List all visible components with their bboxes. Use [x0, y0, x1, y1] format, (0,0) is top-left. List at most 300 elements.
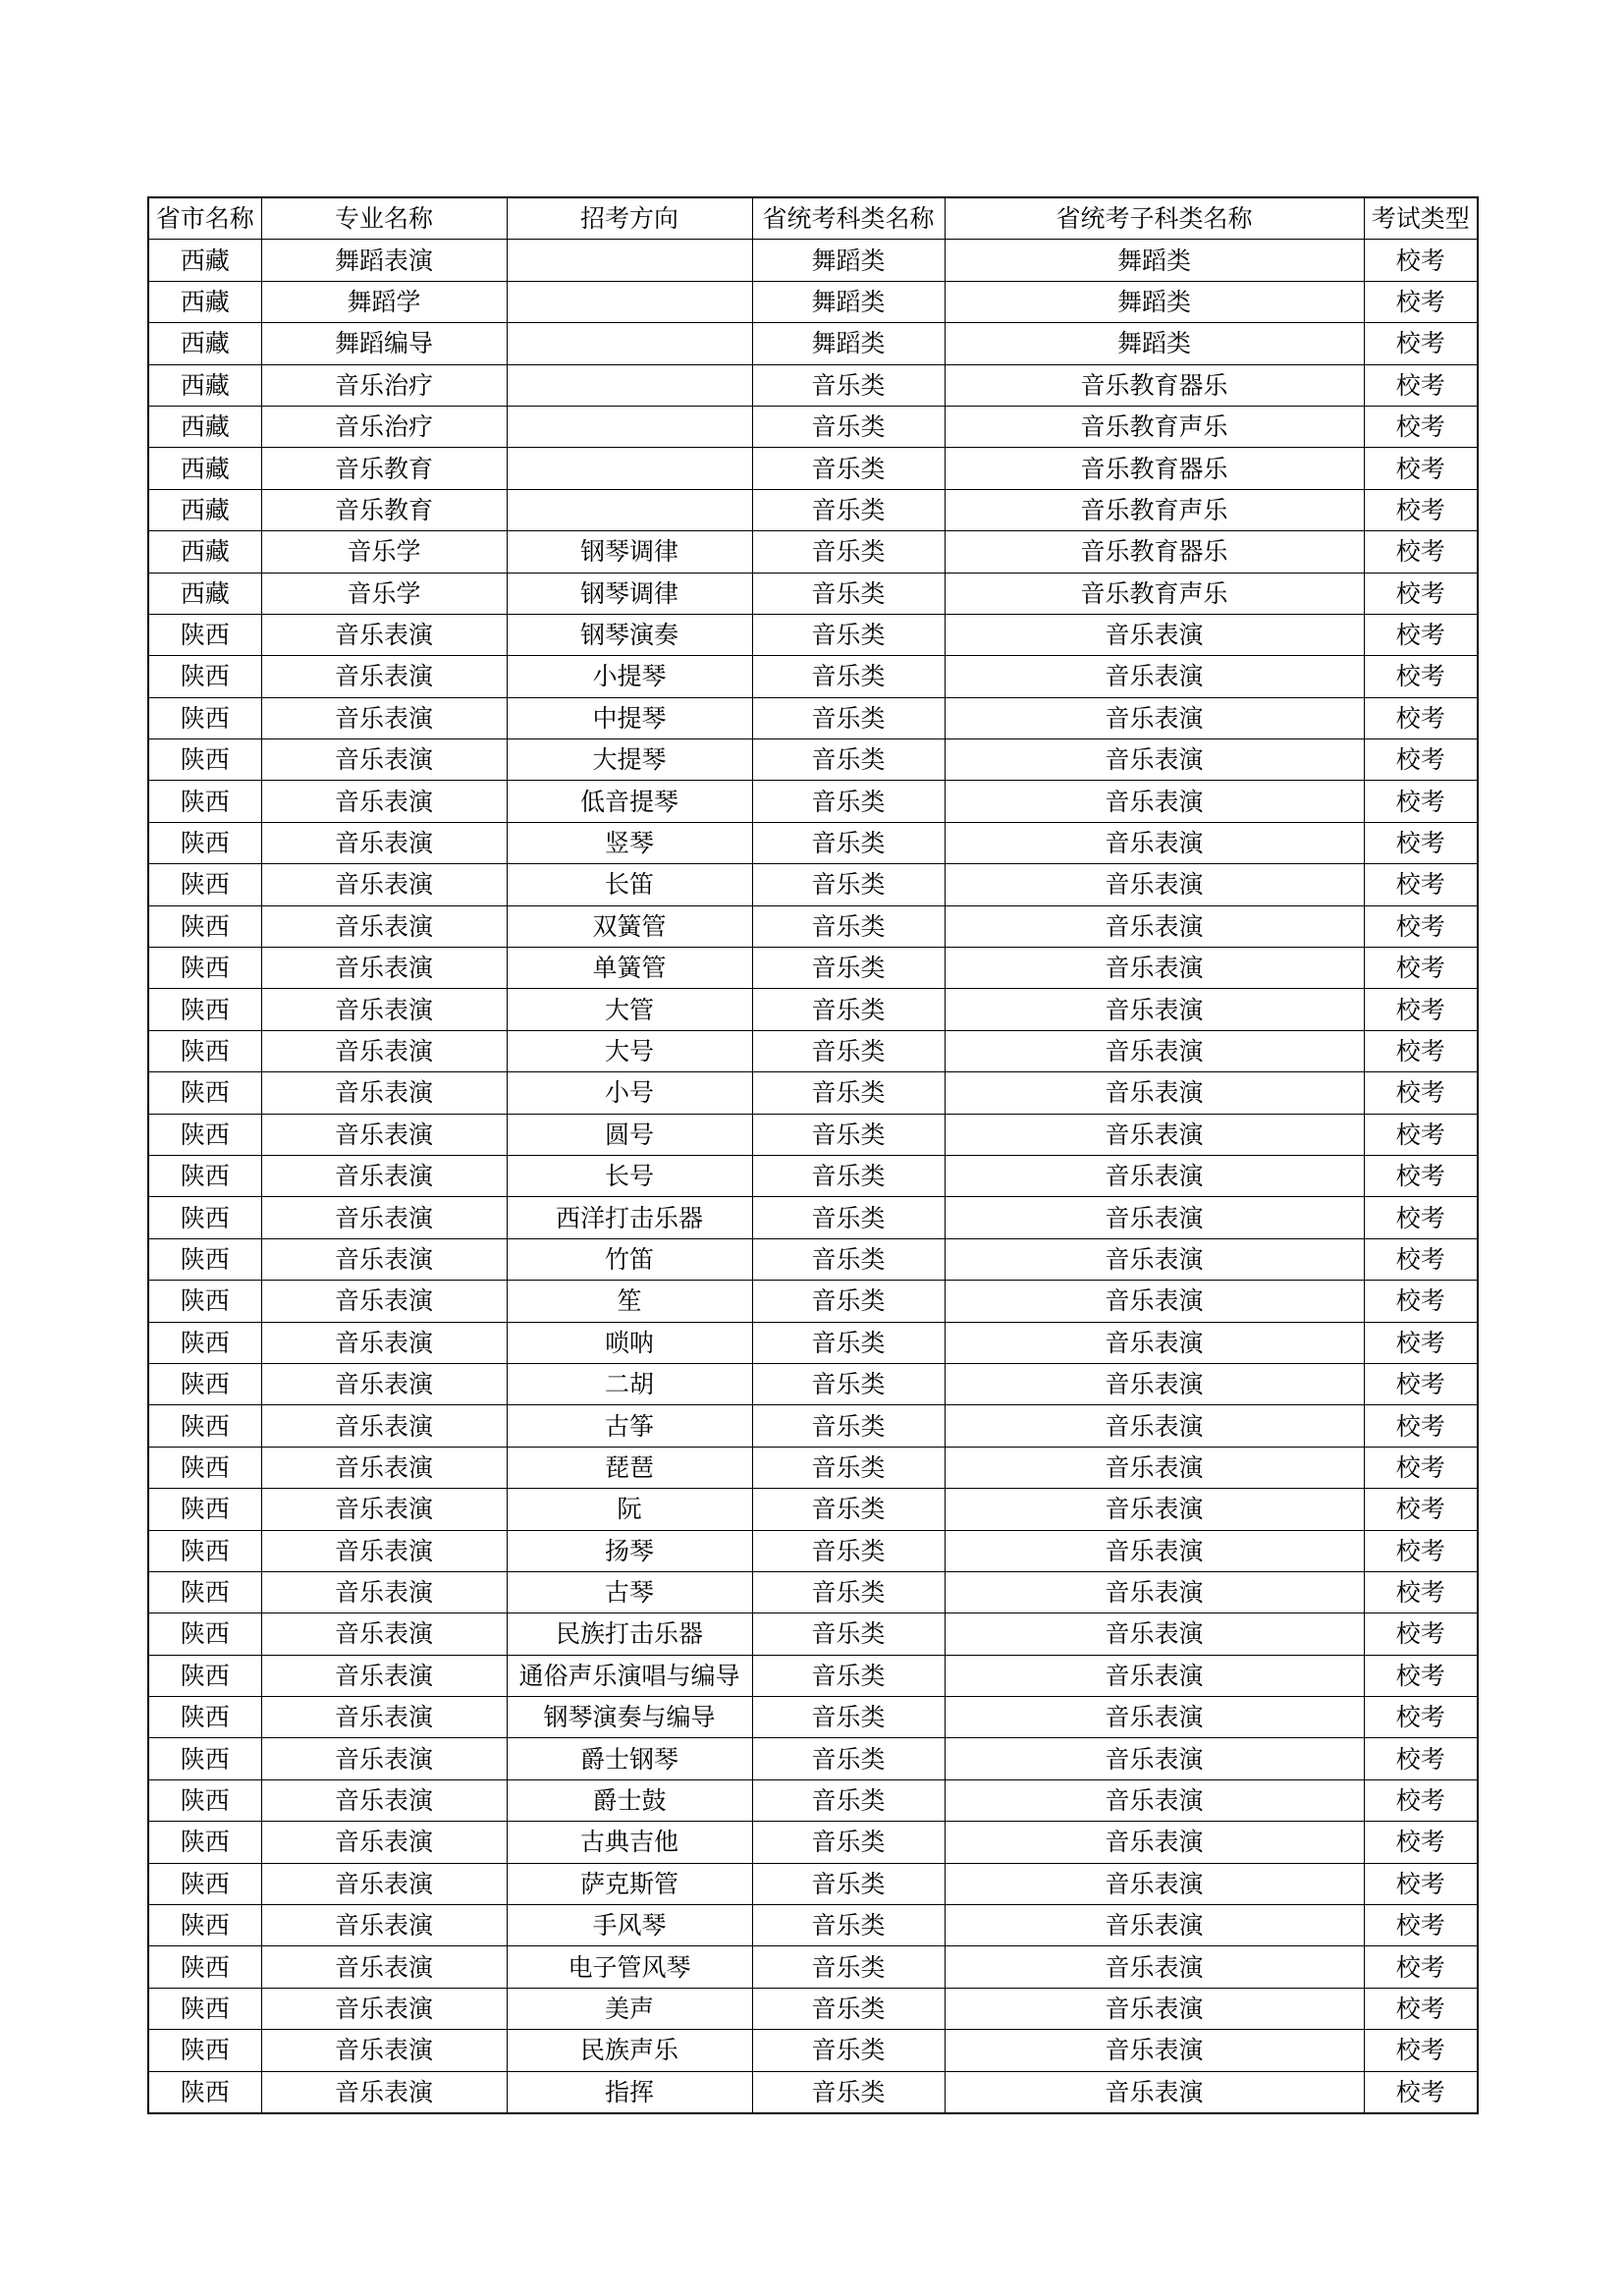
cell-direction — [507, 281, 752, 322]
table-row — [148, 1447, 1478, 1488]
cell-subcategory: 音乐表演 — [945, 1489, 1364, 1530]
cell-exam-type: 校考 — [1364, 323, 1478, 364]
cell-major: 音乐表演 — [261, 1405, 507, 1447]
cell-category: 音乐类 — [752, 2071, 945, 2113]
table-row — [148, 1405, 1478, 1447]
cell-category: 音乐类 — [752, 1571, 945, 1613]
cell-category: 音乐类 — [752, 1988, 945, 2029]
cell-direction — [507, 323, 752, 364]
cell-major: 音乐表演 — [261, 1489, 507, 1530]
cell-province: 陕西 — [148, 948, 261, 989]
cell-province: 陕西 — [148, 1447, 261, 1488]
cell-exam-type: 校考 — [1364, 1072, 1478, 1114]
table-row — [148, 1030, 1478, 1071]
cell-subcategory: 音乐表演 — [945, 1863, 1364, 1904]
cell-province: 陕西 — [148, 1155, 261, 1196]
cell-category: 音乐类 — [752, 1030, 945, 1071]
header-exam-type: 考试类型 — [1364, 197, 1478, 240]
cell-category: 音乐类 — [752, 1697, 945, 1738]
cell-province: 陕西 — [148, 1697, 261, 1738]
cell-subcategory: 舞蹈类 — [945, 323, 1364, 364]
cell-subcategory: 音乐表演 — [945, 948, 1364, 989]
cell-category: 音乐类 — [752, 1613, 945, 1655]
cell-major: 音乐表演 — [261, 1197, 507, 1238]
table-row — [148, 1322, 1478, 1363]
cell-direction: 琵琶 — [507, 1447, 752, 1488]
cell-exam-type: 校考 — [1364, 1322, 1478, 1363]
cell-category: 舞蹈类 — [752, 281, 945, 322]
cell-province: 陕西 — [148, 1363, 261, 1404]
cell-direction: 古筝 — [507, 1405, 752, 1447]
cell-category: 音乐类 — [752, 1447, 945, 1488]
cell-province: 陕西 — [148, 1489, 261, 1530]
cell-category: 音乐类 — [752, 1197, 945, 1238]
cell-category: 音乐类 — [752, 1489, 945, 1530]
cell-exam-type: 校考 — [1364, 1655, 1478, 1696]
cell-province: 西藏 — [148, 448, 261, 489]
cell-major: 音乐表演 — [261, 1738, 507, 1779]
cell-category: 音乐类 — [752, 1155, 945, 1196]
cell-exam-type: 校考 — [1364, 1779, 1478, 1821]
cell-exam-type: 校考 — [1364, 240, 1478, 281]
cell-subcategory: 音乐表演 — [945, 1738, 1364, 1779]
cell-direction: 民族打击乐器 — [507, 1613, 752, 1655]
cell-major: 舞蹈表演 — [261, 240, 507, 281]
cell-exam-type: 校考 — [1364, 1447, 1478, 1488]
cell-exam-type: 校考 — [1364, 364, 1478, 406]
cell-category: 音乐类 — [752, 948, 945, 989]
cell-subcategory: 音乐表演 — [945, 1155, 1364, 1196]
cell-major: 音乐治疗 — [261, 406, 507, 447]
cell-exam-type: 校考 — [1364, 697, 1478, 738]
cell-subcategory: 音乐表演 — [945, 1655, 1364, 1696]
cell-category: 音乐类 — [752, 864, 945, 905]
header-direction: 招考方向 — [507, 197, 752, 240]
table-row — [148, 739, 1478, 781]
cell-province: 陕西 — [148, 822, 261, 863]
cell-province: 陕西 — [148, 1238, 261, 1280]
cell-exam-type: 校考 — [1364, 1155, 1478, 1196]
cell-subcategory: 音乐表演 — [945, 1822, 1364, 1863]
cell-direction: 手风琴 — [507, 1905, 752, 1946]
table-row — [148, 1779, 1478, 1821]
cell-exam-type: 校考 — [1364, 2030, 1478, 2071]
table-row — [148, 1905, 1478, 1946]
cell-category: 音乐类 — [752, 406, 945, 447]
cell-direction: 钢琴调律 — [507, 573, 752, 614]
cell-subcategory: 音乐表演 — [945, 1571, 1364, 1613]
table-row — [148, 1738, 1478, 1779]
table-row — [148, 1571, 1478, 1613]
cell-major: 音乐表演 — [261, 948, 507, 989]
cell-direction: 通俗声乐演唱与编导 — [507, 1655, 752, 1696]
cell-subcategory: 音乐表演 — [945, 822, 1364, 863]
cell-major: 音乐表演 — [261, 1238, 507, 1280]
table-row — [148, 364, 1478, 406]
cell-subcategory: 音乐教育声乐 — [945, 573, 1364, 614]
cell-direction: 唢呐 — [507, 1322, 752, 1363]
cell-exam-type: 校考 — [1364, 948, 1478, 989]
cell-province: 陕西 — [148, 1613, 261, 1655]
cell-major: 音乐表演 — [261, 1822, 507, 1863]
cell-exam-type: 校考 — [1364, 406, 1478, 447]
cell-major: 音乐表演 — [261, 739, 507, 781]
cell-exam-type: 校考 — [1364, 656, 1478, 697]
table-row — [148, 905, 1478, 947]
cell-direction: 扬琴 — [507, 1530, 752, 1571]
cell-direction: 竹笛 — [507, 1238, 752, 1280]
cell-exam-type: 校考 — [1364, 1863, 1478, 1904]
cell-province: 西藏 — [148, 281, 261, 322]
cell-major: 音乐表演 — [261, 1114, 507, 1155]
cell-exam-type: 校考 — [1364, 1697, 1478, 1738]
cell-province: 陕西 — [148, 1114, 261, 1155]
cell-exam-type: 校考 — [1364, 864, 1478, 905]
header-province: 省市名称 — [148, 197, 261, 240]
cell-category: 音乐类 — [752, 1072, 945, 1114]
cell-category: 音乐类 — [752, 1530, 945, 1571]
cell-category: 音乐类 — [752, 573, 945, 614]
cell-subcategory: 音乐表演 — [945, 1530, 1364, 1571]
cell-category: 音乐类 — [752, 1322, 945, 1363]
cell-province: 陕西 — [148, 1030, 261, 1071]
table-row — [148, 1489, 1478, 1530]
table-row — [148, 1363, 1478, 1404]
table-row — [148, 1238, 1478, 1280]
cell-direction: 二胡 — [507, 1363, 752, 1404]
cell-subcategory: 音乐表演 — [945, 864, 1364, 905]
cell-direction: 长笛 — [507, 864, 752, 905]
cell-category: 音乐类 — [752, 781, 945, 822]
table-header-row — [148, 197, 1478, 240]
cell-exam-type: 校考 — [1364, 1489, 1478, 1530]
cell-direction — [507, 364, 752, 406]
cell-subcategory: 音乐表演 — [945, 1988, 1364, 2029]
cell-major: 音乐表演 — [261, 1779, 507, 1821]
cell-major: 音乐表演 — [261, 822, 507, 863]
table-row — [148, 323, 1478, 364]
cell-major: 音乐表演 — [261, 2030, 507, 2071]
cell-direction: 大管 — [507, 989, 752, 1030]
cell-province: 陕西 — [148, 739, 261, 781]
cell-direction: 爵士鼓 — [507, 1779, 752, 1821]
cell-direction: 阮 — [507, 1489, 752, 1530]
cell-subcategory: 音乐表演 — [945, 1114, 1364, 1155]
table-row — [148, 1530, 1478, 1571]
cell-province: 陕西 — [148, 1822, 261, 1863]
cell-exam-type: 校考 — [1364, 2071, 1478, 2113]
cell-category: 音乐类 — [752, 1779, 945, 1821]
cell-category: 音乐类 — [752, 905, 945, 947]
cell-subcategory: 音乐表演 — [945, 905, 1364, 947]
table-row — [148, 1114, 1478, 1155]
table-row — [148, 240, 1478, 281]
cell-subcategory: 音乐表演 — [945, 1405, 1364, 1447]
cell-exam-type: 校考 — [1364, 989, 1478, 1030]
cell-category: 音乐类 — [752, 656, 945, 697]
header-category: 省统考科类名称 — [752, 197, 945, 240]
cell-subcategory: 音乐教育器乐 — [945, 364, 1364, 406]
cell-province: 陕西 — [148, 1863, 261, 1904]
table-row — [148, 1946, 1478, 1988]
cell-province: 陕西 — [148, 1988, 261, 2029]
cell-subcategory: 音乐表演 — [945, 1030, 1364, 1071]
cell-direction: 指挥 — [507, 2071, 752, 2113]
cell-category: 音乐类 — [752, 1238, 945, 1280]
cell-subcategory: 音乐表演 — [945, 1238, 1364, 1280]
table-body — [148, 240, 1478, 2113]
cell-direction — [507, 489, 752, 530]
cell-major: 音乐表演 — [261, 1281, 507, 1322]
cell-category: 音乐类 — [752, 1863, 945, 1904]
cell-category: 音乐类 — [752, 489, 945, 530]
cell-subcategory: 音乐表演 — [945, 1447, 1364, 1488]
cell-category: 音乐类 — [752, 448, 945, 489]
cell-exam-type: 校考 — [1364, 614, 1478, 655]
cell-exam-type: 校考 — [1364, 573, 1478, 614]
cell-exam-type: 校考 — [1364, 1530, 1478, 1571]
cell-exam-type: 校考 — [1364, 822, 1478, 863]
cell-exam-type: 校考 — [1364, 1822, 1478, 1863]
header-subcategory: 省统考子科类名称 — [945, 197, 1364, 240]
cell-major: 音乐表演 — [261, 1030, 507, 1071]
cell-major: 音乐表演 — [261, 1530, 507, 1571]
cell-subcategory: 音乐表演 — [945, 1072, 1364, 1114]
cell-subcategory: 音乐表演 — [945, 1946, 1364, 1988]
cell-subcategory: 音乐教育器乐 — [945, 448, 1364, 489]
cell-direction: 古典吉他 — [507, 1822, 752, 1863]
cell-subcategory: 音乐表演 — [945, 614, 1364, 655]
cell-direction: 竖琴 — [507, 822, 752, 863]
cell-subcategory: 音乐表演 — [945, 1905, 1364, 1946]
cell-province: 西藏 — [148, 489, 261, 530]
cell-province: 陕西 — [148, 1738, 261, 1779]
cell-exam-type: 校考 — [1364, 1030, 1478, 1071]
cell-direction: 民族声乐 — [507, 2030, 752, 2071]
cell-province: 陕西 — [148, 1571, 261, 1613]
cell-exam-type: 校考 — [1364, 1613, 1478, 1655]
cell-direction: 大提琴 — [507, 739, 752, 781]
cell-category: 音乐类 — [752, 697, 945, 738]
table-row — [148, 781, 1478, 822]
cell-major: 音乐治疗 — [261, 364, 507, 406]
cell-direction: 圆号 — [507, 1114, 752, 1155]
cell-direction: 笙 — [507, 1281, 752, 1322]
cell-subcategory: 音乐表演 — [945, 697, 1364, 738]
table-row — [148, 489, 1478, 530]
cell-major: 音乐表演 — [261, 656, 507, 697]
cell-direction: 古琴 — [507, 1571, 752, 1613]
cell-direction: 长号 — [507, 1155, 752, 1196]
cell-province: 陕西 — [148, 1072, 261, 1114]
cell-major: 音乐表演 — [261, 781, 507, 822]
cell-major: 音乐表演 — [261, 1363, 507, 1404]
cell-province: 陕西 — [148, 2071, 261, 2113]
cell-exam-type: 校考 — [1364, 739, 1478, 781]
cell-major: 音乐表演 — [261, 864, 507, 905]
table-row — [148, 573, 1478, 614]
cell-direction: 大号 — [507, 1030, 752, 1071]
cell-direction — [507, 240, 752, 281]
cell-province: 陕西 — [148, 656, 261, 697]
cell-major: 音乐表演 — [261, 614, 507, 655]
cell-subcategory: 舞蹈类 — [945, 281, 1364, 322]
cell-exam-type: 校考 — [1364, 531, 1478, 573]
cell-province: 陕西 — [148, 1530, 261, 1571]
cell-category: 音乐类 — [752, 739, 945, 781]
cell-province: 陕西 — [148, 1905, 261, 1946]
cell-direction: 钢琴调律 — [507, 531, 752, 573]
cell-exam-type: 校考 — [1364, 448, 1478, 489]
cell-province: 西藏 — [148, 406, 261, 447]
cell-direction: 萨克斯管 — [507, 1863, 752, 1904]
cell-province: 陕西 — [148, 1281, 261, 1322]
cell-province: 陕西 — [148, 905, 261, 947]
cell-direction: 小提琴 — [507, 656, 752, 697]
cell-major: 音乐表演 — [261, 1905, 507, 1946]
cell-category: 音乐类 — [752, 364, 945, 406]
cell-major: 音乐表演 — [261, 1863, 507, 1904]
cell-major: 舞蹈学 — [261, 281, 507, 322]
cell-exam-type: 校考 — [1364, 1363, 1478, 1404]
cell-major: 音乐表演 — [261, 697, 507, 738]
cell-province: 陕西 — [148, 989, 261, 1030]
cell-province: 西藏 — [148, 531, 261, 573]
cell-exam-type: 校考 — [1364, 489, 1478, 530]
cell-subcategory: 音乐教育声乐 — [945, 406, 1364, 447]
cell-exam-type: 校考 — [1364, 781, 1478, 822]
cell-category: 舞蹈类 — [752, 240, 945, 281]
table-row — [148, 1613, 1478, 1655]
cell-province: 陕西 — [148, 1779, 261, 1821]
cell-subcategory: 音乐教育声乐 — [945, 489, 1364, 530]
cell-subcategory: 音乐表演 — [945, 2071, 1364, 2113]
cell-major: 音乐学 — [261, 531, 507, 573]
cell-exam-type: 校考 — [1364, 1405, 1478, 1447]
cell-subcategory: 音乐表演 — [945, 1322, 1364, 1363]
cell-category: 音乐类 — [752, 2030, 945, 2071]
table-row — [148, 281, 1478, 322]
cell-province: 陕西 — [148, 614, 261, 655]
cell-exam-type: 校考 — [1364, 1571, 1478, 1613]
cell-category: 音乐类 — [752, 1738, 945, 1779]
table-row — [148, 822, 1478, 863]
cell-subcategory: 音乐表演 — [945, 1697, 1364, 1738]
cell-exam-type: 校考 — [1364, 1238, 1478, 1280]
cell-direction: 中提琴 — [507, 697, 752, 738]
table-row — [148, 864, 1478, 905]
table-row — [148, 697, 1478, 738]
cell-major: 音乐学 — [261, 573, 507, 614]
cell-subcategory: 音乐表演 — [945, 739, 1364, 781]
cell-exam-type: 校考 — [1364, 1197, 1478, 1238]
table-row — [148, 1655, 1478, 1696]
table-row — [148, 1863, 1478, 1904]
admissions-table — [147, 196, 1479, 2114]
cell-subcategory: 音乐表演 — [945, 1197, 1364, 1238]
cell-major: 音乐表演 — [261, 1697, 507, 1738]
cell-major: 音乐表演 — [261, 1447, 507, 1488]
cell-subcategory: 音乐表演 — [945, 1363, 1364, 1404]
cell-province: 陕西 — [148, 864, 261, 905]
cell-category: 音乐类 — [752, 822, 945, 863]
cell-category: 音乐类 — [752, 1822, 945, 1863]
table-row — [148, 1988, 1478, 2029]
cell-direction: 钢琴演奏 — [507, 614, 752, 655]
cell-category: 舞蹈类 — [752, 323, 945, 364]
table-row — [148, 948, 1478, 989]
cell-province: 陕西 — [148, 1197, 261, 1238]
cell-exam-type: 校考 — [1364, 1114, 1478, 1155]
cell-province: 西藏 — [148, 573, 261, 614]
cell-exam-type: 校考 — [1364, 281, 1478, 322]
cell-province: 陕西 — [148, 2030, 261, 2071]
cell-province: 陕西 — [148, 1322, 261, 1363]
table-row — [148, 614, 1478, 655]
cell-direction: 双簧管 — [507, 905, 752, 947]
cell-major: 音乐表演 — [261, 1322, 507, 1363]
table-row — [148, 531, 1478, 573]
cell-subcategory: 音乐表演 — [945, 781, 1364, 822]
table-row — [148, 448, 1478, 489]
cell-subcategory: 音乐表演 — [945, 1281, 1364, 1322]
cell-direction — [507, 448, 752, 489]
cell-subcategory: 音乐表演 — [945, 989, 1364, 1030]
cell-province: 西藏 — [148, 323, 261, 364]
cell-exam-type: 校考 — [1364, 1281, 1478, 1322]
cell-exam-type: 校考 — [1364, 1905, 1478, 1946]
table-row — [148, 1281, 1478, 1322]
header-major: 专业名称 — [261, 197, 507, 240]
cell-direction: 爵士钢琴 — [507, 1738, 752, 1779]
cell-major: 音乐表演 — [261, 1155, 507, 1196]
cell-category: 音乐类 — [752, 1946, 945, 1988]
cell-major: 舞蹈编导 — [261, 323, 507, 364]
cell-subcategory: 舞蹈类 — [945, 240, 1364, 281]
table-row — [148, 2030, 1478, 2071]
cell-subcategory: 音乐表演 — [945, 656, 1364, 697]
cell-major: 音乐表演 — [261, 905, 507, 947]
table-row — [148, 1197, 1478, 1238]
cell-major: 音乐表演 — [261, 989, 507, 1030]
cell-major: 音乐表演 — [261, 1655, 507, 1696]
cell-major: 音乐表演 — [261, 1072, 507, 1114]
cell-direction: 西洋打击乐器 — [507, 1197, 752, 1238]
table-row — [148, 1155, 1478, 1196]
cell-category: 音乐类 — [752, 614, 945, 655]
cell-category: 音乐类 — [752, 989, 945, 1030]
cell-major: 音乐表演 — [261, 2071, 507, 2113]
cell-category: 音乐类 — [752, 1905, 945, 1946]
cell-major: 音乐表演 — [261, 1946, 507, 1988]
cell-subcategory: 音乐表演 — [945, 1613, 1364, 1655]
cell-major: 音乐表演 — [261, 1988, 507, 2029]
cell-subcategory: 音乐表演 — [945, 1779, 1364, 1821]
cell-province: 陕西 — [148, 781, 261, 822]
cell-category: 音乐类 — [752, 1281, 945, 1322]
cell-direction: 钢琴演奏与编导 — [507, 1697, 752, 1738]
cell-direction: 单簧管 — [507, 948, 752, 989]
table-row — [148, 1822, 1478, 1863]
cell-exam-type: 校考 — [1364, 1988, 1478, 2029]
table-row — [148, 656, 1478, 697]
cell-subcategory: 音乐教育器乐 — [945, 531, 1364, 573]
cell-category: 音乐类 — [752, 1655, 945, 1696]
cell-category: 音乐类 — [752, 1405, 945, 1447]
cell-province: 陕西 — [148, 1405, 261, 1447]
cell-direction: 电子管风琴 — [507, 1946, 752, 1988]
cell-exam-type: 校考 — [1364, 905, 1478, 947]
